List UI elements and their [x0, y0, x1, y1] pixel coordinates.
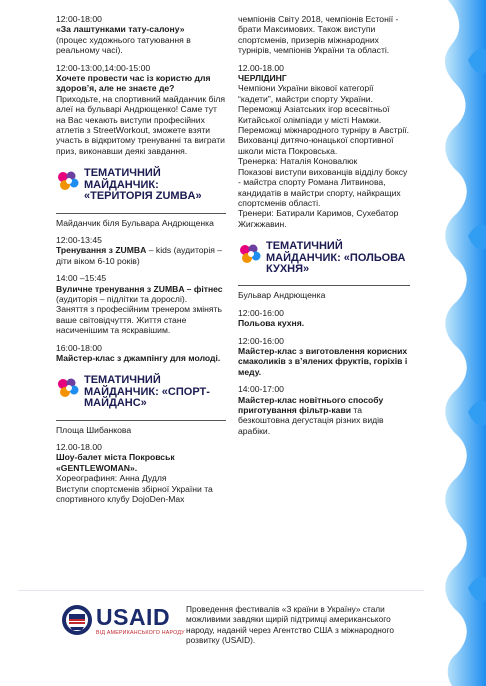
event-title: «За лаштунками тату-салону» [56, 24, 185, 35]
place-label: Площа Шибанкова [56, 424, 132, 435]
event-more: Виступи спортсменів збірної України та спортивного клубу DojoDen-Max [56, 483, 213, 505]
kitchen-event-3 [238, 384, 410, 436]
divider [56, 213, 226, 214]
zumba-event-3 [56, 343, 226, 364]
event-description: Приходьте, на спортивний майданчик біля алеї на бульварі Андрющенко! Саме тут на Вас чекають виступи професійних атлетів з StreetWorkout, зможете взяти участь в відкритому тренуванні та виграти приз, виконавши деякі завдання. [56, 93, 225, 156]
flower-logo-icon [238, 243, 262, 265]
coaches-label: Тренери: Батирали Каримов, Сухебатор Жигжжавин. [238, 208, 399, 229]
event-time: 12.00-18.00 [238, 62, 284, 73]
continued-text [238, 14, 410, 56]
kitchen-place [238, 290, 410, 300]
event-time: 12.00-18.00 [56, 442, 102, 452]
usaid-tagline: ВІД АМЕРИКАНСЬКОГО НАРОДУ [96, 630, 185, 636]
event-description: Хореографиня: Анна Дудля [56, 473, 167, 484]
event-description: (аудиторія – підлітки та дорослі). [56, 293, 188, 304]
event-more: Заняття з професійним тренером змінять ваше світовідчуття. Життя стане насиченішим та яскравішим. [56, 304, 222, 336]
event-title: Майстер-клас з джампінгу для молоді. [56, 352, 221, 363]
divider [56, 420, 226, 421]
event-time: 14:00 –15:45 [56, 273, 107, 284]
cheer-block [238, 63, 410, 230]
flower-logo-icon [56, 377, 80, 399]
dance-heading [56, 375, 226, 409]
zumba-event-1 [56, 235, 226, 266]
section-heading: ТЕМАТИЧНИЙ МАЙДАНЧИК: «СПОРТ-МАЙДАНС» [84, 374, 210, 410]
place-label: Майданчик біля Бульвара Андрющенка [56, 217, 214, 228]
place-label: Бульвар Андрющенка [238, 290, 326, 301]
footer-text: Проведення фестивалів «З країни в Україну» стали можливими завдяки щирій підтримці американського народу, наданій через Агентство США з міжнародного розвитку (USAID). [186, 604, 394, 646]
kitchen-event-1 [238, 308, 410, 329]
section-heading: ТЕМАТИЧНИЙ МАЙДАНЧИК: «ПОЛЬОВА КУХНЯ» [266, 240, 406, 275]
footer-divider [18, 590, 424, 591]
boxing-text: Показові виступи вихованців відділу боксу - майстра спорту Романа Литвинова, кандидатів в майстри спорту, найкращих спортсменів області. [238, 166, 408, 208]
event-time: 14:00-17:00 [238, 384, 284, 395]
event-title: Майстер-клас з виготовлення корисних смаколиків з в’ялених фруктів, горіхів і меду. [238, 345, 408, 377]
left-column [56, 14, 226, 511]
kitchen-event-2 [238, 336, 410, 378]
flower-logo-icon [56, 170, 80, 192]
dance-event-1 [56, 442, 226, 504]
event-time: 12:00-16:00 [238, 307, 284, 318]
event-description: Чемпіони України вікової категорії “кадети”, майстри спорту України. Переможці Азіатських ігор всесвітньої Китайської олімпіади у місті Намжи. Переможці міжнародного турніру в Австрії. Вихованці дитячо-юнацької спортивної школи міста Покровська. [238, 83, 410, 156]
event-time: 12:00-13:45 [56, 234, 102, 245]
ornament-wave-icon [428, 0, 486, 686]
event-title: Вуличне тренування з ZUMBA – фітнес [56, 283, 223, 294]
kitchen-heading [238, 241, 410, 275]
continued-paragraph: чемпіонів Світу 2018, чемпіонів Естонії - брати Максимових. Також виступи спортсменів, призерів міжнародних турнірів, чемпіонів України та області. [238, 14, 399, 56]
event-title: Майстер-клас новітнього способу приготування фільтр-кави [238, 394, 384, 415]
tattoo-block [56, 14, 226, 56]
zumba-event-2 [56, 273, 226, 335]
event-title: Тренування з ZUMBA [56, 245, 147, 256]
event-time: 12:00-13:00,14:00-15:00 [56, 62, 151, 73]
divider [238, 285, 410, 286]
zumba-heading [56, 168, 226, 202]
usaid-wordmark: USAID [96, 604, 171, 630]
event-title: Польова кухня. [238, 318, 305, 329]
event-description: – kids (аудиторія – діти віком 6-10 років) [56, 245, 223, 266]
dance-place [56, 425, 226, 435]
event-description: (процес художнього татуювання в реальному часі). [56, 34, 191, 56]
event-time: 12:00-16:00 [238, 335, 284, 346]
event-title: ЧЕРЛІДИНГ [238, 73, 287, 84]
event-time: 16:00-18:00 [56, 342, 102, 353]
zumba-place [56, 218, 226, 228]
streetworkout-block [56, 63, 226, 157]
event-title: Хочете провести час із користю для здоров’я, але не знаєте де? [56, 73, 211, 94]
event-description: та безкоштовна дегустація різних видів арабіки. [238, 405, 384, 436]
section-heading: ТЕМАТИЧНИЙ МАЙДАНЧИК: «ТЕРИТОРІЯ ZUMBA» [84, 167, 202, 203]
event-time: 12:00-18:00 [56, 14, 102, 24]
coach-label: Тренерка: Наталія Коновалюк [238, 156, 358, 167]
right-column [238, 14, 410, 443]
event-title: Шоу-балет міста Покровськ «GENTLEWOMAN». [56, 452, 175, 473]
